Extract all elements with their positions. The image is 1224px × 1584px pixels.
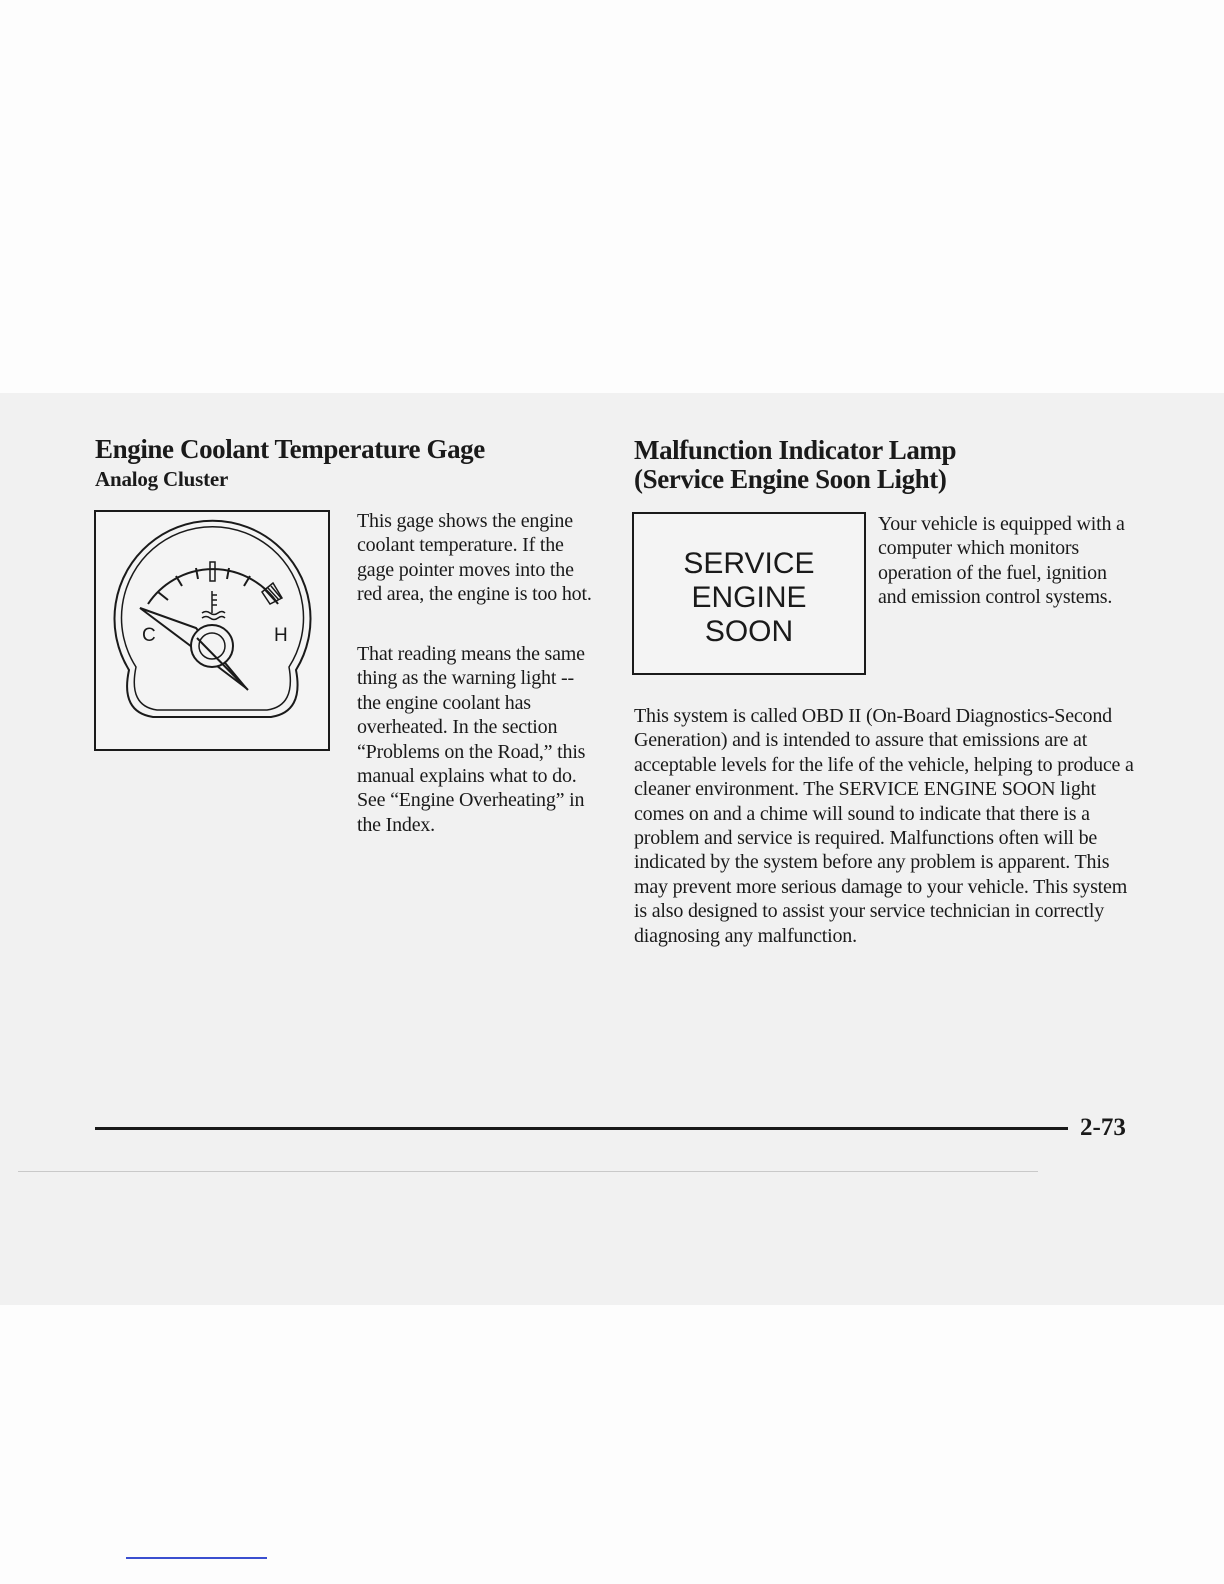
gauge-hot-label: H — [274, 625, 288, 646]
coolant-gauge-drawing — [96, 512, 328, 749]
lamp-line-engine: ENGINE — [691, 581, 807, 614]
coolant-paragraph-2: That reading means the same thing as the warning light -- the engine coolant has overheated. In the section “Problems on the Road,” this manual explains what to do. See “Engine Overheating” in the Index. — [357, 643, 586, 836]
lamp-label — [634, 547, 864, 649]
lamp-line-service: SERVICE — [683, 547, 815, 580]
mil-intro-paragraph: Your vehicle is equipped with a computer which monitors operation of the fuel, ignition and emission control systems. — [878, 513, 1125, 609]
lamp-line-soon: SOON — [704, 615, 794, 648]
mil-title-line-2: (Service Engine Soon Light) — [634, 464, 947, 494]
coolant-gauge-figure — [94, 510, 330, 751]
scan-blue-mark — [126, 1557, 267, 1559]
coolant-paragraph-1: This gage shows the engine coolant temperature. If the gage pointer moves into the red area, the engine is too hot. — [357, 510, 592, 606]
page-number: 2-73 — [1080, 1114, 1126, 1141]
gauge-cold-label: C — [142, 625, 156, 646]
gauge-hub-inner — [199, 633, 225, 659]
footer-rule — [95, 1127, 1068, 1130]
scan-artifact-line — [18, 1171, 1038, 1172]
analog-cluster-subtitle: Analog Cluster — [95, 467, 229, 491]
service-engine-soon-lamp — [632, 512, 866, 675]
mil-body-paragraph: This system is called OBD II (On-Board Diagnostics-Second Generation) and is intended to assure that emissions are at acceptable levels for the life of the vehicle, helping to produce a cleaner environment. The SERVICE ENGINE SOON light comes on and a chime will sound to indicate that there is a problem and service is required. Malfunctions often will be indicated by the system before any problem is apparent. This may prevent more serious damage to your vehicle. This system is also designed to assist your service technician in correctly diagnosing any malfunction. — [634, 705, 1134, 947]
coolant-gage-title: Engine Coolant Temperature Gage — [95, 434, 485, 464]
mil-title-line-1: Malfunction Indicator Lamp — [634, 435, 957, 465]
